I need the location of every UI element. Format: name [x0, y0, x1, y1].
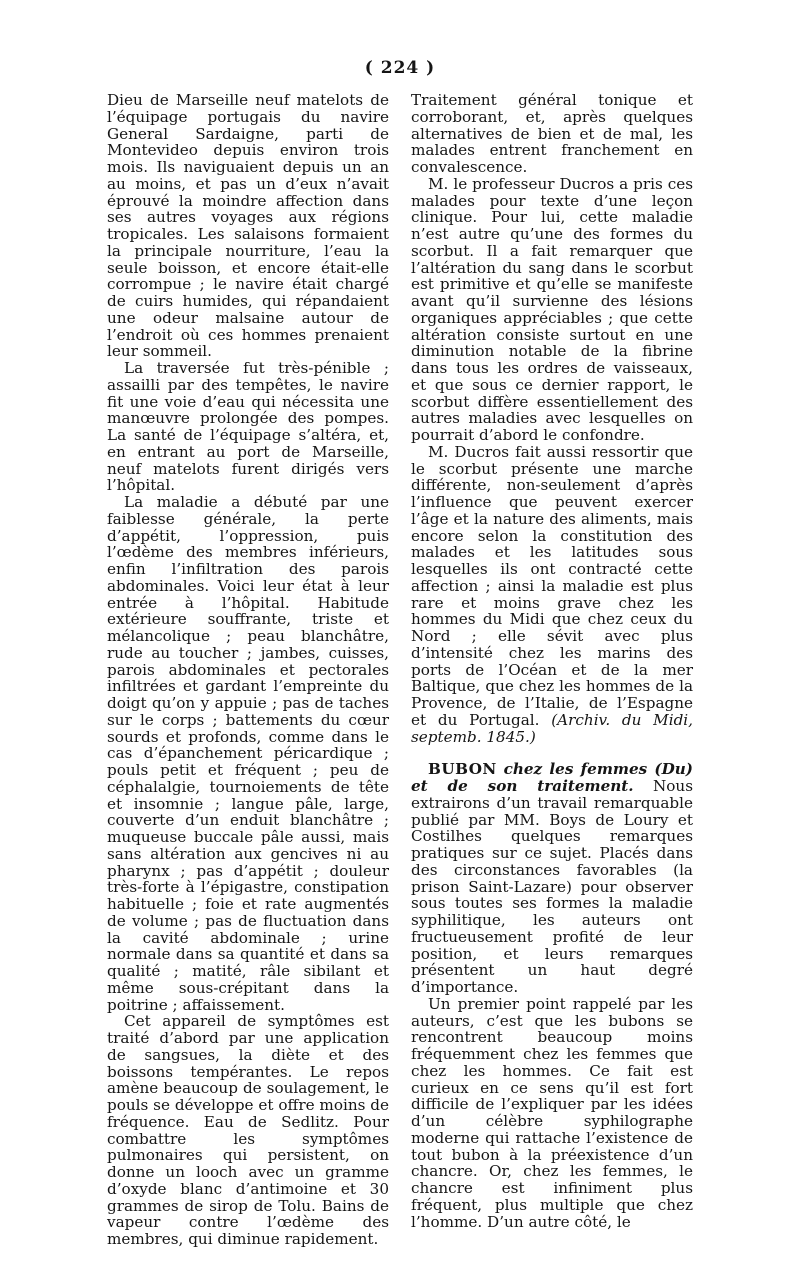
left-paragraph-4: Cet appareil de symptômes est traité d’abord par une application de sangsues, la diète et des boissons tempérantes. Le repos amène beaucoup de soulagement, le pouls se développe et offre moins de fréquence. Eau de Sedlitz. Pour combattre les symptômes pulmonaires qui persistent, on donne un looch avec un gramme d’oxyde blanc d’antimoine et 30 grammes de sirop de Tolu. Bains de vapeur contre l’œdème des membres, qui diminue rapidement.: [107, 1012, 389, 1248]
left-paragraph-3: La maladie a débuté par une faiblesse générale, la perte d’appétit, l’oppression, puis l’œdème des membres inférieurs, enfin l’infiltration des parois abdominales. Voici leur état à leur entrée à l’hôpital. Habitude extérieure souffrante, triste et mélancolique ; peau blanchâtre, rude au toucher ; jambes, cuisses, parois abdominales et pectorales infiltrées et gardant l’empreinte du doigt qu’on y appuie ; pas de taches sur le corps ; battements du cœur sourds et profonds, comme dans le cas d’épanchement péricardique ; pouls petit et fréquent ; peu de céphalalgie, tournoiements de tête et insomnie ; langue pâle, large, couverte d’un enduit blanchâtre ; muqueuse buccale pâle aussi, mais sans altération aux gencives ni au pharynx ; pas d’appétit ; douleur très-forte à l’épigastre, constipation habituelle ; foie et rate augmentés de volume ; pas de fluctuation dans la cavité abdominale ; urine normale dans sa quantité et dans sa qualité ; matité, râle sibilant et même sous-crépitant dans la poitrine ; affaissement.: [107, 493, 389, 1014]
left-paragraph-1: Dieu de Marseille neuf matelots de l’équipage portugais du navire General Sardaigne, parti de Montevideo depuis environ trois mois. Ils naviguaient depuis un an au moins, et pas un d’eux n’avait éprouvé la moindre affection dans ses autres voyages aux régions tropicales. Les salaisons formaient la principale nourriture, l’eau la seule boisson, et encore était-elle corrompue ; le navire était chargé de cuirs humides, qui répandaient une odeur malsaine autour de l’endroit où ces hommes prenaient leur sommeil.: [107, 91, 389, 361]
right-paragraph-1: Traitement général tonique et corroborant, et, après quelques alternatives de bien et de mal, les malades entrent franchement en convalescence.: [411, 91, 693, 176]
article-heading: BUBON: [428, 760, 497, 779]
right-paragraph-2: M. le professeur Ducros a pris ces malades pour texte d’une leçon clinique. Pour lui, cette maladie n’est autre qu’une des formes du scorbut. Il a fait remarquer que l’altération du sang dans le scorbut est primitive et qu’elle se manifeste avant qu’il survienne des lésions organiques appréciables ; que cette altération consiste surtout en une diminution notable de la fibrine dans tous les ordres de vaisseaux, et que sous ce dernier rapport, le scorbut diffère essentiellement des autres maladies avec lesquelles on pourrait d’abord le confondre.: [411, 174, 693, 444]
right-paragraph-3: [411, 444, 693, 746]
citation: (Archiv. du Midi, septemb. 1845.): [411, 710, 693, 746]
article-heading-italic: chez les femmes (Du) et de son traitement.: [411, 760, 693, 795]
right-paragraph-5: Un premier point rappelé par les auteurs, c’est que les bubons se rencontrent beaucoup moins fréquemment chez les femmes que chez les hommes. Ce fait est curieux en ce sens qu’il est fort difficile de l’expliquer par les idées d’un célèbre syphilographe moderne qui rattache l’existence de tout bubon à la préexistence d’un chancre. Or, chez les femmes, le chancre est infiniment plus fréquent, plus multiple que chez l’homme. D’un autre côté, le: [411, 994, 693, 1231]
right-column: [411, 92, 693, 1230]
article-bubon: [411, 761, 693, 996]
left-paragraph-2: La traversée fut très-pénible ; assailli par des tempêtes, le navire fit une voie d’eau qui nécessita une manœuvre prolongée des pompes. La santé de l’équipage s’altéra, et, en entrant au port de Marseille, neuf matelots furent dirigés vers l’hôpital.: [107, 359, 389, 495]
left-column: [107, 92, 389, 1248]
right-paragraph-3-text: M. Ducros fait aussi ressortir que le scorbut présente une marche différente, non-seulement d’après l’influence que peuvent exercer l’âge et la nature des aliments, mais encore selon la constitution des malades et les latitudes sous lesquelles ils ont contracté cette affection ; ainsi la maladie est plus rare et moins grave chez les hommes du Midi que chez ceux du Nord ; elle sévit avec plus d’intensité chez les marins des ports de l’Océan et de la mer Baltique, que chez les hommes de la Provence, de l’Italie, de l’Espagne et du Portugal.: [411, 442, 693, 729]
article-intro: Nous extrairons d’un travail remarquable publié par MM. Boys de Loury et Costilhes quelques remarques pratiques sur ce sujet. Placés dans des circonstances favorables (la prison Saint-Lazare) pour observer sous toutes ses formes la maladie syphilitique, les auteurs ont fructueusement profité de leur position, et leurs remarques présentent un haut degré d’importance.: [411, 777, 693, 996]
page-number: ( 224 ): [364, 58, 436, 78]
